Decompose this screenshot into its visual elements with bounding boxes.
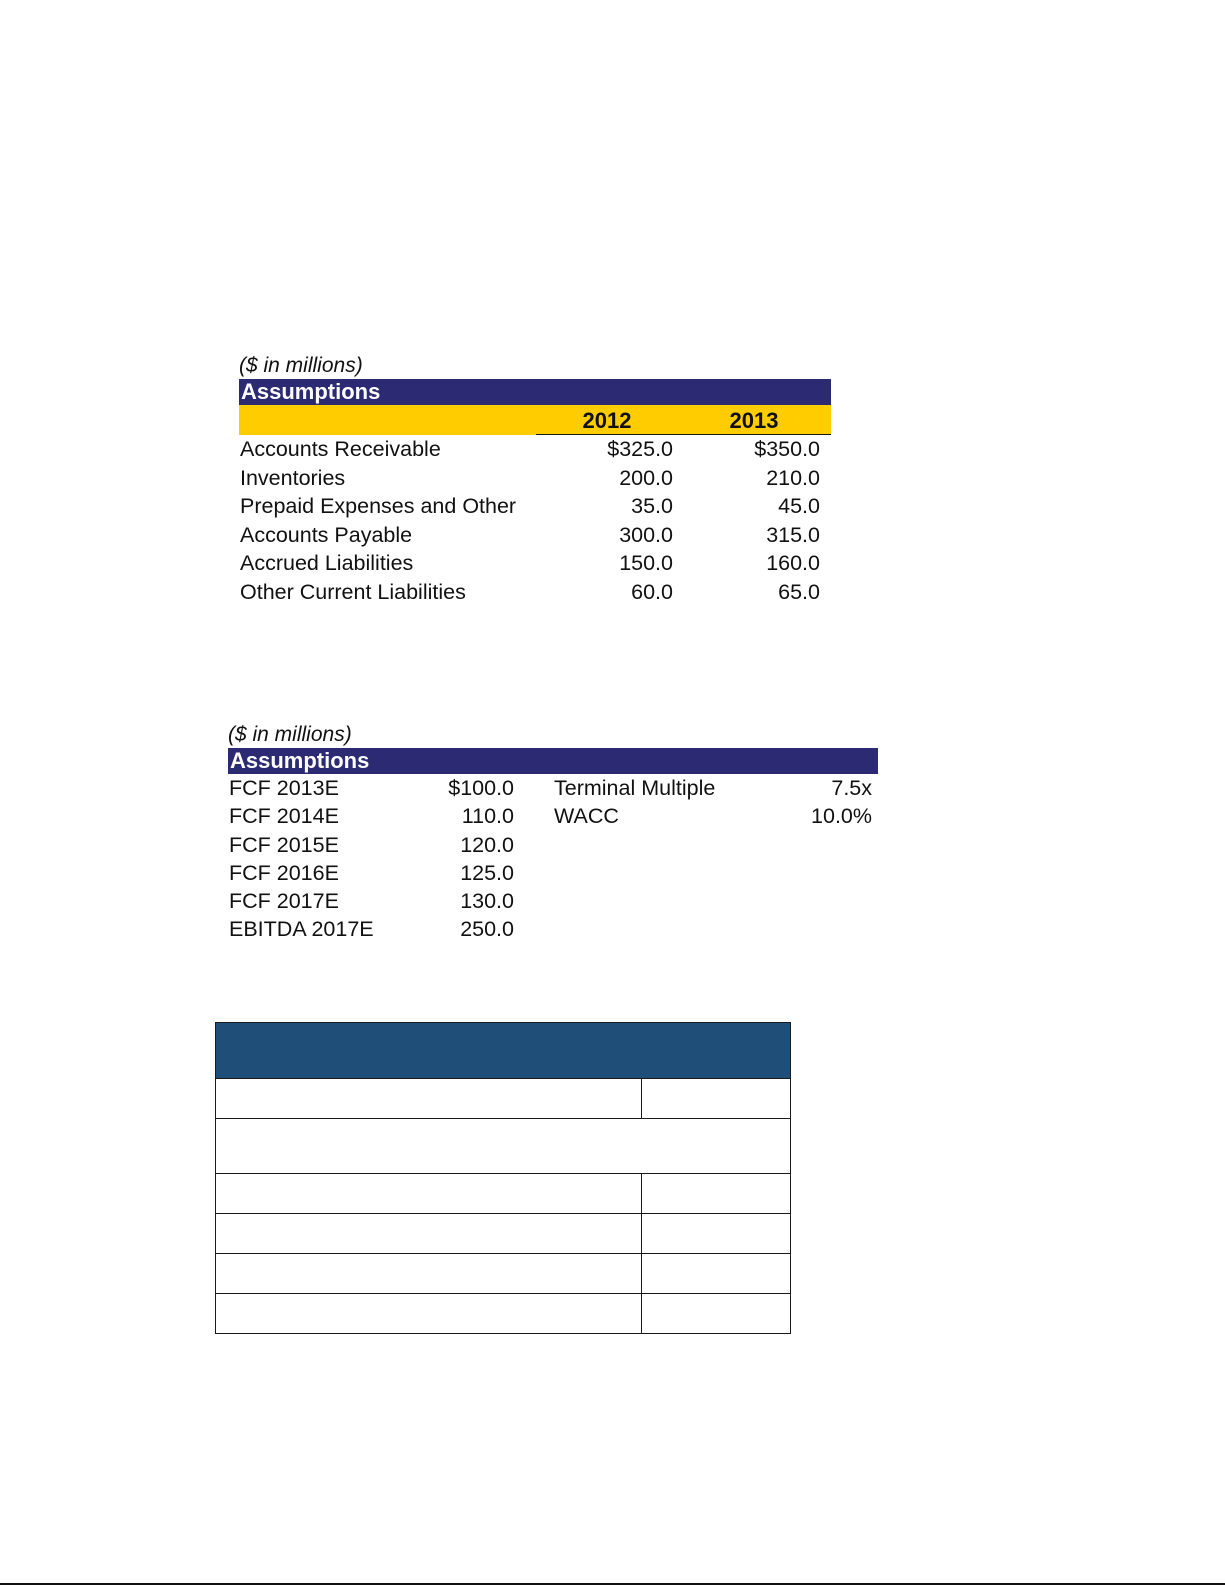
label-cell [216, 1294, 642, 1334]
dcf-assumptions-table [228, 722, 878, 944]
row-value-secondary: 10.0% [811, 804, 872, 829]
row-value: 120.0 [460, 832, 514, 857]
row-value: $100.0 [448, 776, 514, 800]
value-cell [642, 1294, 791, 1334]
row-label: Accounts Receivable [240, 437, 441, 461]
table-header-cell [216, 1023, 791, 1079]
table-title: Assumptions [228, 748, 878, 774]
value-cell [642, 1174, 791, 1214]
table-row [216, 1254, 791, 1294]
row-label: FCF 2015E [229, 832, 339, 857]
units-note: ($ in millions) [239, 354, 363, 377]
label-cell [216, 1079, 642, 1119]
row-value: 125.0 [460, 860, 514, 885]
working-capital-assumptions-table [239, 353, 831, 606]
label-cell [216, 1174, 642, 1214]
label-cell [216, 1214, 642, 1254]
row-label: FCF 2017E [229, 889, 339, 914]
blank-answer-table [215, 1022, 791, 1334]
value-2012: 35.0 [631, 494, 673, 518]
value-2012: $325.0 [607, 437, 673, 461]
row-label: FCF 2013E [229, 776, 339, 800]
value-cell [642, 1254, 791, 1294]
table-row [228, 887, 878, 915]
table-row [216, 1294, 791, 1334]
row-label: Prepaid Expenses and Other [240, 494, 517, 518]
table-row [228, 774, 878, 802]
row-label: Accounts Payable [240, 522, 413, 547]
value-2012: 150.0 [619, 551, 673, 575]
value-2012: 60.0 [631, 579, 673, 604]
year-header-2013: 2013 [729, 408, 779, 433]
year-header-row [239, 405, 831, 435]
row-value: 110.0 [461, 804, 514, 829]
table-row [216, 1174, 791, 1214]
value-2013: 210.0 [766, 465, 820, 490]
row-label-secondary: WACC [554, 804, 619, 829]
table-row [228, 831, 878, 859]
label-cell [216, 1254, 642, 1294]
value-cell [642, 1214, 791, 1254]
year-header-2012: 2012 [582, 408, 632, 433]
value-2013: 45.0 [778, 494, 820, 518]
table-row [239, 578, 831, 607]
row-value: 250.0 [460, 917, 514, 942]
value-2013: 65.0 [778, 579, 820, 604]
row-label-secondary: Terminal Multiple [554, 776, 716, 800]
row-label: FCF 2016E [229, 860, 339, 885]
table-row [239, 521, 831, 550]
table-row [228, 859, 878, 887]
row-label: EBITDA 2017E [229, 917, 374, 942]
table-row [228, 915, 878, 943]
units-note: ($ in millions) [228, 723, 352, 746]
value-2013: 315.0 [766, 522, 820, 547]
table-row [239, 435, 831, 464]
table-row [239, 464, 831, 493]
value-cell [642, 1079, 791, 1119]
table-row [216, 1079, 791, 1119]
row-label: FCF 2014E [229, 804, 339, 829]
table-row [216, 1119, 791, 1174]
value-2013: $350.0 [754, 437, 820, 461]
value-2012: 200.0 [619, 465, 673, 490]
table-title: Assumptions [239, 379, 831, 405]
row-value: 130.0 [460, 889, 514, 914]
value-2013: 160.0 [766, 551, 820, 575]
row-label: Other Current Liabilities [240, 579, 466, 604]
merged-cell [216, 1119, 791, 1174]
value-2012: 300.0 [619, 522, 673, 547]
table-row [239, 492, 831, 521]
row-label: Inventories [240, 465, 346, 490]
row-label: Accrued Liabilities [240, 551, 414, 575]
table-row [216, 1214, 791, 1254]
row-value-secondary: 7.5x [831, 776, 872, 800]
table-header-row [216, 1023, 791, 1079]
table-row [228, 802, 878, 830]
table-row [239, 549, 831, 578]
